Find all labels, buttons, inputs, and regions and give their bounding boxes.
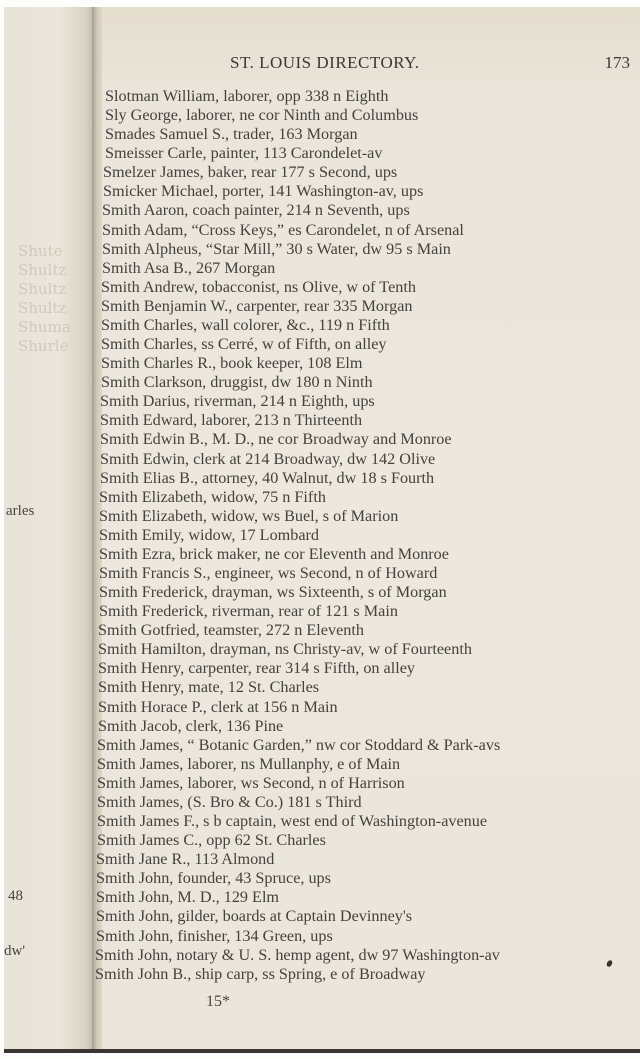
directory-entry: Smith Andrew, tobacconist, ns Olive, w of Tenth [101, 277, 416, 296]
bleed-through-text: Shute Shultz Shultz Shultz Shuma Shurle [18, 242, 71, 355]
directory-entry: Smith Edwin, clerk at 214 Broadway, dw 142 Olive [100, 449, 436, 468]
scanned-book-spread [4, 7, 640, 1053]
facing-page-fragment: dw' [4, 943, 26, 959]
directory-entry: Smith Charles R., book keeper, 108 Elm [101, 354, 363, 373]
directory-entry: Smith Jacob, clerk, 136 Pine [98, 716, 284, 735]
directory-entry: Smith Darius, riverman, 214 n Eighth, ups [100, 392, 375, 411]
directory-entry: Slotman William, laborer, opp 338 n Eighth [105, 87, 389, 105]
directory-entry: Smith Francis S., engineer, ws Second, n of Howard [99, 564, 438, 582]
directory-entry: Smith Horace P., clerk at 156 n Main [98, 697, 338, 716]
directory-entry: Smith Elias B., attorney, 40 Walnut, dw 18 s Fourth [100, 468, 435, 487]
directory-entry: Smith Elizabeth, widow, ws Buel, s of Marion [99, 506, 399, 525]
directory-entry: Smith Henry, mate, 12 St. Charles [98, 678, 320, 697]
directory-entry: Smith Charles, wall colorer, &c., 119 n Fifth [101, 315, 390, 334]
directory-entry: Smith Gotfried, teamster, 272 n Eleventh [98, 621, 364, 640]
directory-entry: Smeisser Carle, painter, 113 Carondelet-av [105, 144, 383, 163]
directory-entry: Smades Samuel S., trader, 163 Morgan [105, 125, 358, 144]
page-number: 173 [604, 53, 630, 72]
directory-entry: Smith Frederick, riverman, rear of 121 s Main [99, 602, 398, 621]
directory-entry: Smith Alpheus, “Star Mill,” 30 s Water, dw 95 s Main [102, 239, 451, 258]
directory-entry: Smith John, M. D., 129 Elm [96, 888, 280, 907]
directory-entry: Smith Clarkson, druggist, dw 180 n Ninth [101, 373, 373, 392]
directory-entry: Smelzer James, baker, rear 177 s Second, ups [103, 163, 398, 182]
running-header [104, 53, 630, 77]
directory-entry: Smith James F., s b captain, west end of Washington-avenue [97, 812, 488, 831]
directory-entry: Smith John, founder, 43 Spruce, ups [96, 869, 331, 888]
directory-entry: Smith Emily, widow, 17 Lombard [99, 525, 320, 544]
directory-entry: Smith Edwin B., M. D., ne cor Broadway and Monroe [100, 430, 452, 449]
directory-entry: Smith James, (S. Bro & Co.) 181 s Third [97, 792, 362, 811]
signature-mark: 15* [206, 993, 230, 1010]
directory-entry: Smith Adam, “Cross Keys,” es Carondelet, n of Arsenal [102, 220, 464, 239]
directory-entry: Smith James C., opp 62 St. Charles [97, 831, 326, 850]
directory-entry: Smith John, gilder, boards at Captain Devinney's [96, 907, 413, 926]
directory-entry: Smith John, finisher, 134 Green, ups [96, 926, 333, 945]
directory-entry: Smith James, “ Botanic Garden,” nw cor Stoddard & Park-avs [97, 735, 501, 754]
directory-entry: Smith Aaron, coach painter, 214 n Seventh, ups [102, 201, 410, 220]
directory-entry: Smith James, laborer, ns Mullanphy, e of Main [97, 754, 401, 773]
directory-entry: Smith Edward, laborer, 213 n Thirteenth [100, 411, 363, 430]
directory-entry: Smith Hamilton, drayman, ns Christy-av, w of Fourteenth [98, 640, 472, 659]
directory-entry: Smith Asa B., 267 Morgan [102, 258, 276, 277]
facing-page-fragment: arles [6, 503, 35, 519]
scan-edge [4, 1049, 640, 1053]
facing-page-fragment: 48 [8, 888, 23, 904]
directory-entry: Smith Henry, carpenter, rear 314 s Fifth, on alley [98, 659, 416, 678]
running-head-title: ST. LOUIS DIRECTORY. [230, 53, 420, 72]
directory-entry: Smith Elizabeth, widow, 75 n Fifth [99, 487, 326, 506]
directory-entry: Smith Ezra, brick maker, ne cor Eleventh and Monroe [99, 544, 449, 563]
directory-entry: Smith Frederick, drayman, ws Sixteenth, s of Morgan [99, 583, 447, 602]
directory-entry: Smith Charles, ss Cerré, w of Fifth, on alley [101, 335, 387, 354]
directory-entry: Smith James, laborer, ws Second, n of Harrison [97, 773, 405, 792]
directory-entry: Smith Jane R., 113 Almond [96, 850, 275, 869]
directory-entry: Smicker Michael, porter, 141 Washington-av, ups [103, 182, 424, 201]
directory-entry: Smith John, notary & U. S. hemp agent, dw 97 Washington-av [95, 945, 500, 964]
directory-entry: Smith Benjamin W., carpenter, rear 335 Morgan [101, 296, 413, 315]
directory-entry: Sly George, laborer, ne cor Ninth and Columbus [105, 106, 419, 125]
directory-entry: Smith John B., ship carp, ss Spring, e of Broadway [95, 964, 426, 983]
